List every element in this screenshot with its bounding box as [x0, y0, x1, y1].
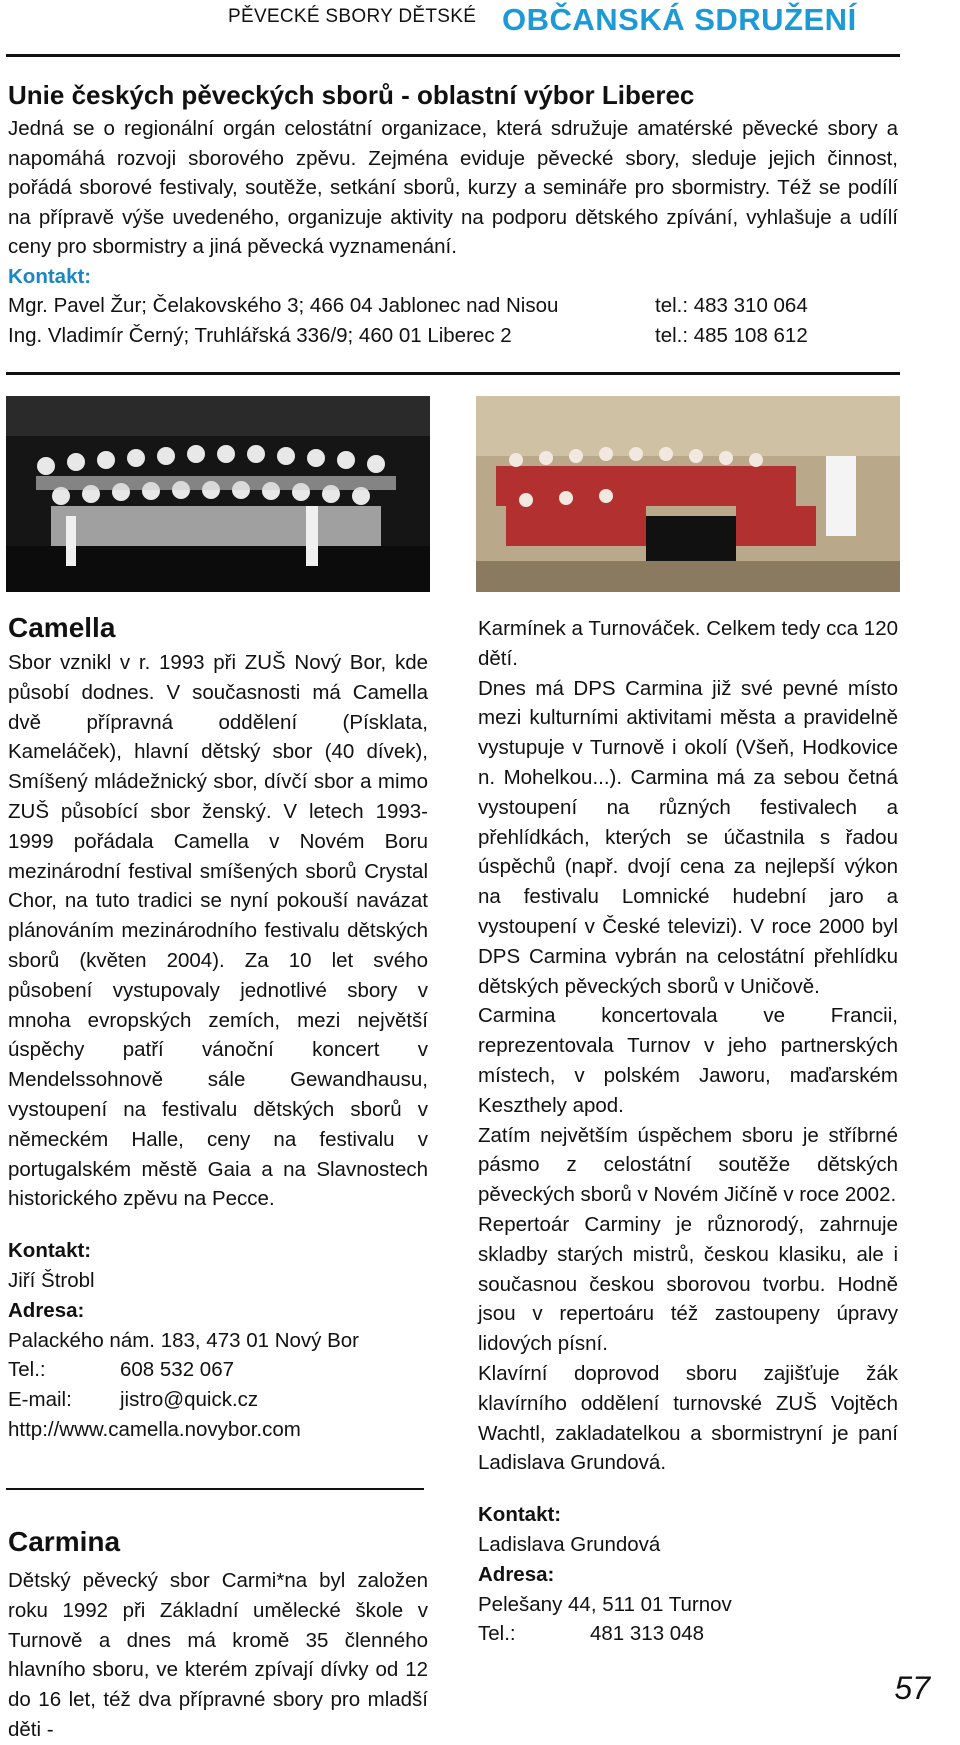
carmina-text-cont: Karmínek a Turnováček. Celkem tedy cca 120 dětí.: [478, 617, 898, 670]
page-number: 57: [894, 1670, 930, 1706]
carmina-title: Carmina: [8, 1526, 121, 1557]
carmina-address: Pelešany 44, 511 01 Turnov: [478, 1592, 732, 1616]
carmina-contact-label: Kontakt:: [478, 1503, 562, 1527]
carmina-address-label: Adresa:: [478, 1562, 555, 1586]
camella-email-row: [8, 1385, 428, 1415]
union-contact-person: Ing. Vladimír Černý; Truhlářská 336/9; 460 01 Liberec 2: [8, 323, 512, 347]
column-divider: [6, 1488, 424, 1490]
section-label: PĚVECKÉ SBORY DĚTSKÉ: [228, 6, 477, 27]
camella-address-label: Adresa:: [8, 1298, 85, 1322]
union-title: Unie českých pěveckých sborů - oblastní výbor Liberec: [8, 80, 695, 110]
union-contact-tel: tel.: 485 108 612: [655, 323, 808, 347]
union-description: Jedná se o regionální orgán celostátní organizace, která sdružuje amatérské pěvecké sbory a napomáhá rozvoji sborového zpěvu. Zejména eviduje pěvecké sbory, sleduje jejich činnost, pořádá sborové festivaly, soutěže, setkání sborů, kurzy a semináře pro sbormistry. Též se podílí na přípravě výše uvedeného, organizuje aktivity na podporu dětského zpívání, vyhlašuje a udílí ceny pro sbormistry a jiná pěvecká vyznamenání.: [8, 117, 898, 258]
camella-email[interactable]: jistro@quick.cz: [120, 1388, 259, 1412]
camella-email-label: E-mail:: [8, 1388, 72, 1412]
carmina-paragraph: Repertoár Carminy je různorodý, zahrnuje skladby starých mistrů, českou klasiku, ale i současnou českou sborovou tvorbu. Hodně jsou v repertoáru též zastoupeny úpravy lidových písní.: [478, 1212, 898, 1356]
carmina-text-start: Dětský pěvecký sbor Carmi*na byl založen roku 1992 při Základní umělecké škole v Turnově a dnes má kromě 35 členného hlavního sboru, ve kterém zpívají dívky od 12 do 16 let, též dva přípravné sbory pro mladší děti -: [8, 1569, 428, 1741]
camella-tel: 608 532 067: [120, 1358, 235, 1382]
union-contact-tel: tel.: 483 310 064: [655, 294, 808, 317]
carmina-column: [478, 614, 898, 1649]
section-divider: [6, 372, 900, 375]
camella-text: Sbor vznikl v r. 1993 při ZUŠ Nový Bor, kde působí dodnes. V současnosti má Camella dvě přípravná oddělení (Písklata, Kameláček), hlavní dětský sbor (40 dívek), Smíšený mládežnický sbor, dívčí sbor a mimo ZUŠ působící sbor ženský. V letech 1993-1999 pořádala Camella v Novém Boru mezinárodní festival smíšených sborů Crystal Chor, na tuto tradici se nyní pokouší navázat plánováním mezinárodního festivalu dětských sborů (květen 2004). Za 10 let svého působení vystupovaly jednotlivé sbory v mnoha evropských zemích, mezi největší úspěchy patří vánoční koncert v Mendelssohnově sále Gewandhausu, vystoupení na festivalu dětských sborů v německém Halle, ceny na festivalu v portugalském městě Gaia a na Slavnostech historického zpěvu na Pecce.: [8, 651, 428, 1211]
carmina-contact-name: Ladislava Grundová: [478, 1532, 661, 1556]
carmina-tel-row: [478, 1619, 898, 1649]
union-contact-label: Kontakt:: [8, 264, 92, 288]
union-contact-row: [8, 321, 898, 351]
camella-column: [8, 648, 428, 1445]
camella-web-link[interactable]: http://www.camella.novybor.com: [8, 1417, 301, 1441]
camella-title: Camella: [8, 612, 116, 643]
union-contact-person: Mgr. Pavel Žur; Čelakovského 3; 466 04 Jablonec nad Nisou: [8, 294, 559, 317]
camella-contact-label: Kontakt:: [8, 1239, 92, 1263]
choir-photo-carmina: [476, 396, 900, 592]
camella-address: Palackého nám. 183, 473 01 Nový Bor: [8, 1328, 359, 1352]
carmina-tel: 481 313 048: [590, 1622, 705, 1646]
carmina-tel-label: Tel.:: [478, 1622, 516, 1646]
header-divider: [6, 54, 900, 57]
carmina-paragraph: Dnes má DPS Carmina již své pevné místo mezi kulturními aktivitami města a pravidelně vystupuje v Turnově i okolí (Všeň, Hodkovice n. Mohelkou...). Carmina má za sebou četná vystoupení na různých festivalech a přehlídkách, kterých se účastnila s řadou úspěchů (např. dvojí cena za nejlepší výkon na festivalu Lomnické hudební jaro a vystoupení v České televizi). V roce 2000 byl DPS Carmina vybrán na celostátní přehlídku dětských pěveckých sborů v Uničově.: [478, 676, 898, 998]
choir-photo-camella: [6, 396, 430, 592]
camella-contact-name: Jiří Štrobl: [8, 1268, 95, 1292]
camella-tel-row: [8, 1355, 428, 1385]
carmina-paragraph: Zatím největším úspěchem sboru je stříbrné pásmo z celostátní soutěže dětských pěveckých sborů v Novém Jičíně v roce 2002.: [478, 1123, 898, 1207]
carmina-paragraph: Klavírní doprovod sboru zajišťuje žák klavírního oddělení turnovské ZUŠ Vojtěch Wachtl, zakladatelkou a sbormistryní je paní Ladislava Grundová.: [478, 1361, 898, 1475]
category-title: OBČANSKÁ SDRUŽENÍ: [502, 2, 857, 37]
union-contact-row: [8, 291, 898, 321]
camella-tel-label: Tel.:: [8, 1358, 46, 1382]
carmina-paragraph: Carmina koncertovala ve Francii, reprezentovala Turnov v jeho partnerských místech, v polském Jaworu, maďarském Keszthely apod.: [478, 1004, 898, 1117]
union-text: [8, 114, 898, 350]
